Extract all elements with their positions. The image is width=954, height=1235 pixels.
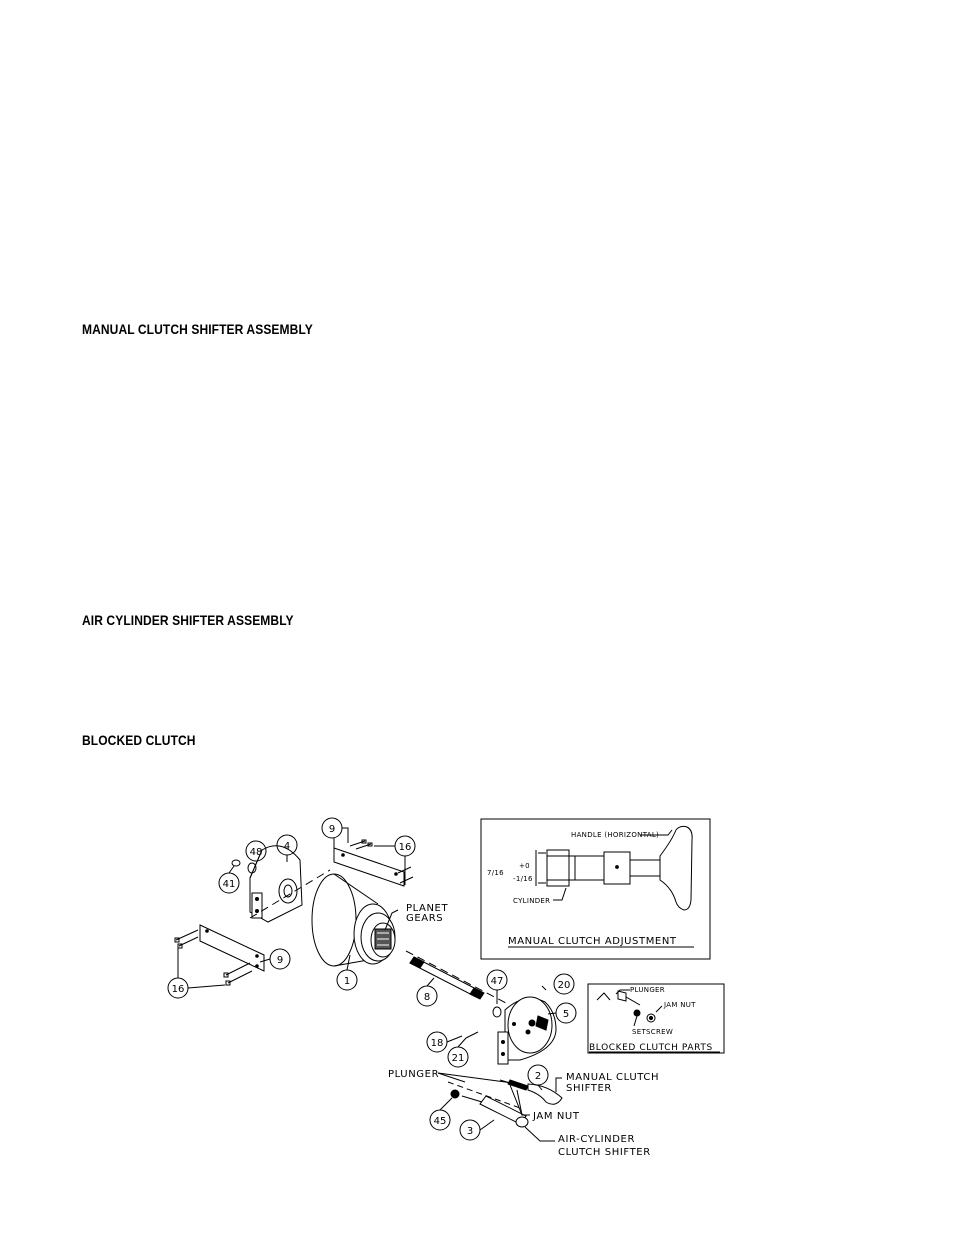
part-47	[493, 1007, 501, 1017]
svg-text:47: 47	[490, 976, 504, 987]
svg-text:3: 3	[466, 1126, 474, 1137]
label-planet: PLANET	[406, 903, 449, 914]
part-41	[232, 860, 240, 866]
heading-manual-clutch-shifter: MANUAL CLUTCH SHIFTER ASSEMBLY	[82, 321, 313, 337]
callout-47	[487, 970, 507, 990]
label-shifter: SHIFTER	[566, 1083, 612, 1094]
svg-text:1: 1	[343, 976, 351, 987]
callout-2	[528, 1065, 548, 1085]
label-jam-nut: JAM NUT	[533, 1111, 580, 1122]
jam-nut-45	[451, 1090, 459, 1098]
inset-title-blocked-clutch-parts: BLOCKED CLUTCH PARTS	[589, 1043, 713, 1053]
callout-45	[430, 1110, 450, 1130]
label-air-cylinder: AIR-CYLINDER	[558, 1134, 636, 1145]
svg-text:48: 48	[249, 847, 263, 858]
callout-1	[337, 970, 357, 990]
drum	[312, 874, 395, 966]
inset-title-manual-clutch-adjustment: MANUAL CLUTCH ADJUSTMENT	[508, 936, 677, 947]
manual-clutch-shifter	[500, 1080, 562, 1104]
svg-text:9: 9	[276, 955, 284, 966]
svg-text:2: 2	[534, 1071, 542, 1082]
callout-8	[417, 986, 437, 1006]
label-handle-horizontal: HANDLE (HORIZONTAL)	[571, 831, 660, 839]
label-plunger-small: PLUNGER	[630, 986, 665, 994]
callout-9-top	[322, 818, 342, 838]
callout-16-top	[395, 836, 415, 856]
callout-41	[219, 873, 239, 893]
callout-20	[554, 974, 574, 994]
svg-text:16: 16	[171, 984, 185, 995]
part-20	[542, 986, 546, 990]
svg-text:45: 45	[433, 1116, 447, 1127]
label-gears: GEARS	[406, 913, 444, 924]
part-21-screw	[466, 1032, 478, 1038]
label-manual-clutch: MANUAL CLUTCH	[566, 1072, 660, 1083]
tie-bar-lower	[175, 925, 264, 985]
label-dim: 7/16	[487, 869, 504, 877]
label-tol-plus: +0	[519, 862, 530, 870]
label-plunger: PLUNGER	[388, 1069, 440, 1080]
callout-21	[448, 1047, 468, 1067]
svg-text:16: 16	[398, 842, 412, 853]
svg-text:21: 21	[451, 1053, 465, 1064]
svg-text:8: 8	[423, 992, 431, 1003]
callout-5	[556, 1003, 576, 1023]
svg-text:9: 9	[328, 824, 336, 835]
label-jam-nut-small: JAM NUT	[664, 1001, 696, 1009]
svg-text:20: 20	[557, 980, 571, 991]
label-clutch-shifter: CLUTCH SHIFTER	[558, 1147, 651, 1158]
svg-text:18: 18	[430, 1038, 444, 1049]
side-plate-right	[498, 997, 556, 1064]
callout-18	[427, 1032, 447, 1052]
label-cylinder: CYLINDER	[513, 897, 551, 905]
heading-air-cylinder-shifter: AIR CYLINDER SHIFTER ASSEMBLY	[82, 612, 294, 628]
label-setscrew: SETSCREW	[632, 1028, 674, 1036]
callout-9-bottom	[270, 949, 290, 969]
heading-blocked-clutch: BLOCKED CLUTCH	[82, 732, 196, 748]
label-tol-minus: -1/16	[513, 875, 533, 883]
callout-3	[460, 1120, 480, 1140]
svg-text:4: 4	[283, 841, 291, 852]
svg-text:41: 41	[222, 879, 236, 890]
callout-16-bottom	[168, 978, 188, 998]
shaft	[410, 957, 484, 999]
air-cylinder-3	[462, 1096, 528, 1127]
svg-text:5: 5	[562, 1009, 570, 1020]
